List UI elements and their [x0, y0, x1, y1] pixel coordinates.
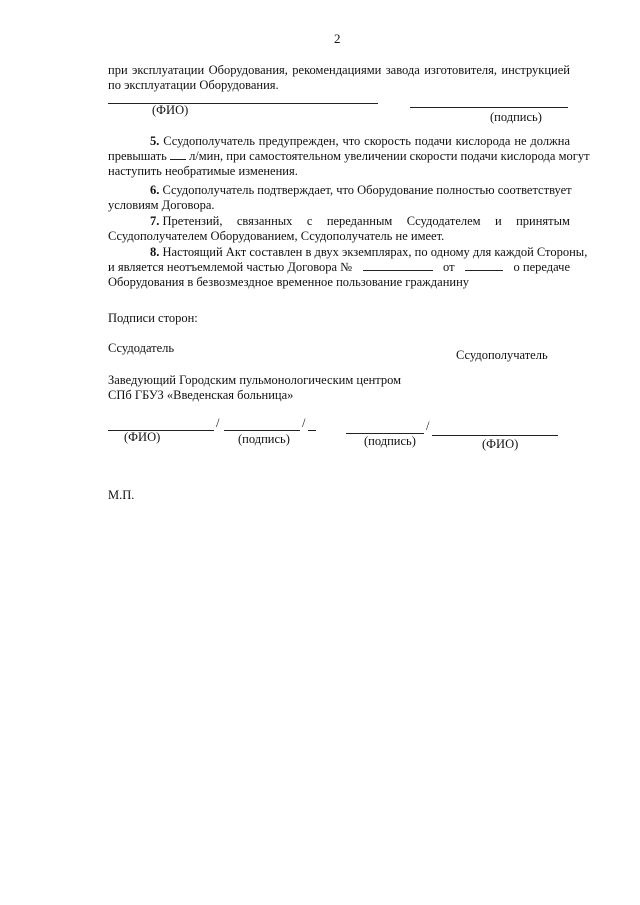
signatures-heading: Подписи сторон: [108, 311, 198, 325]
contract-date-blank [465, 260, 503, 271]
item-7-line-1: 7. Претензий, связанных с переданным Ссудодателем и принятым [150, 214, 570, 228]
item-6-number: 6. [150, 183, 160, 197]
intro-line-2: по эксплуатации Оборудования. [108, 78, 279, 92]
lender-signature-line [224, 430, 300, 431]
fio-label: (ФИО) [152, 103, 189, 117]
item-8-line-1: 8. Настоящий Акт составлен в двух экземплярах, по одному для каждой Стороны, [150, 245, 588, 259]
item-5-line-2: превышать л/мин, при самостоятельном увеличении скорости подачи кислорода могут [108, 149, 590, 163]
lender-title-line-2: СПб ГБУЗ «Введенская больница» [108, 388, 294, 402]
item-8-line-2: и является неотъемлемой частью Договора № от о передаче [108, 260, 570, 274]
lender-label: Ссудодатель [108, 341, 175, 355]
item-7-number: 7. [150, 214, 160, 228]
stamp-label: М.П. [108, 488, 135, 502]
item-5-line-3: наступить необратимые изменения. [108, 164, 298, 178]
contract-number-blank [363, 260, 433, 271]
lender-slash-2: / [302, 416, 306, 430]
item-6-line-1: 6. Ссудополучатель подтверждает, что Оборудование полностью соответствует [150, 183, 572, 197]
borrower-fio-line [432, 435, 558, 436]
fio-line [108, 103, 378, 104]
page-number: 2 [334, 31, 341, 46]
lender-signature-label: (подпись) [238, 432, 290, 446]
lender-end-line [308, 430, 316, 431]
signature-label: (подпись) [490, 110, 542, 124]
signature-line [410, 107, 568, 108]
borrower-slash: / [426, 419, 430, 433]
intro-line-1: при эксплуатации Оборудования, рекомендациями завода изготовителя, инструкцией [108, 63, 570, 77]
borrower-signature-label: (подпись) [364, 434, 416, 448]
borrower-label: Ссудополучатель [456, 348, 548, 362]
borrower-fio-label: (ФИО) [482, 437, 519, 451]
item-5-line-1: 5. Ссудополучатель предупрежден, что скорость подачи кислорода не должна [150, 134, 570, 148]
lender-fio-label: (ФИО) [124, 430, 161, 444]
item-8-line-3: Оборудования в безвозмездное временное пользование гражданину [108, 275, 470, 289]
item-7-line-2: Ссудополучателем Оборудованием, Ссудополучатель не имеет. [108, 229, 445, 243]
rate-blank [170, 149, 186, 160]
item-6-line-2: условиям Договора. [108, 198, 215, 212]
lender-title-line-1: Заведующий Городским пульмонологическим центром [108, 373, 402, 387]
item-5-number: 5. [150, 134, 160, 148]
lender-slash-1: / [216, 416, 220, 430]
item-8-number: 8. [150, 245, 160, 259]
